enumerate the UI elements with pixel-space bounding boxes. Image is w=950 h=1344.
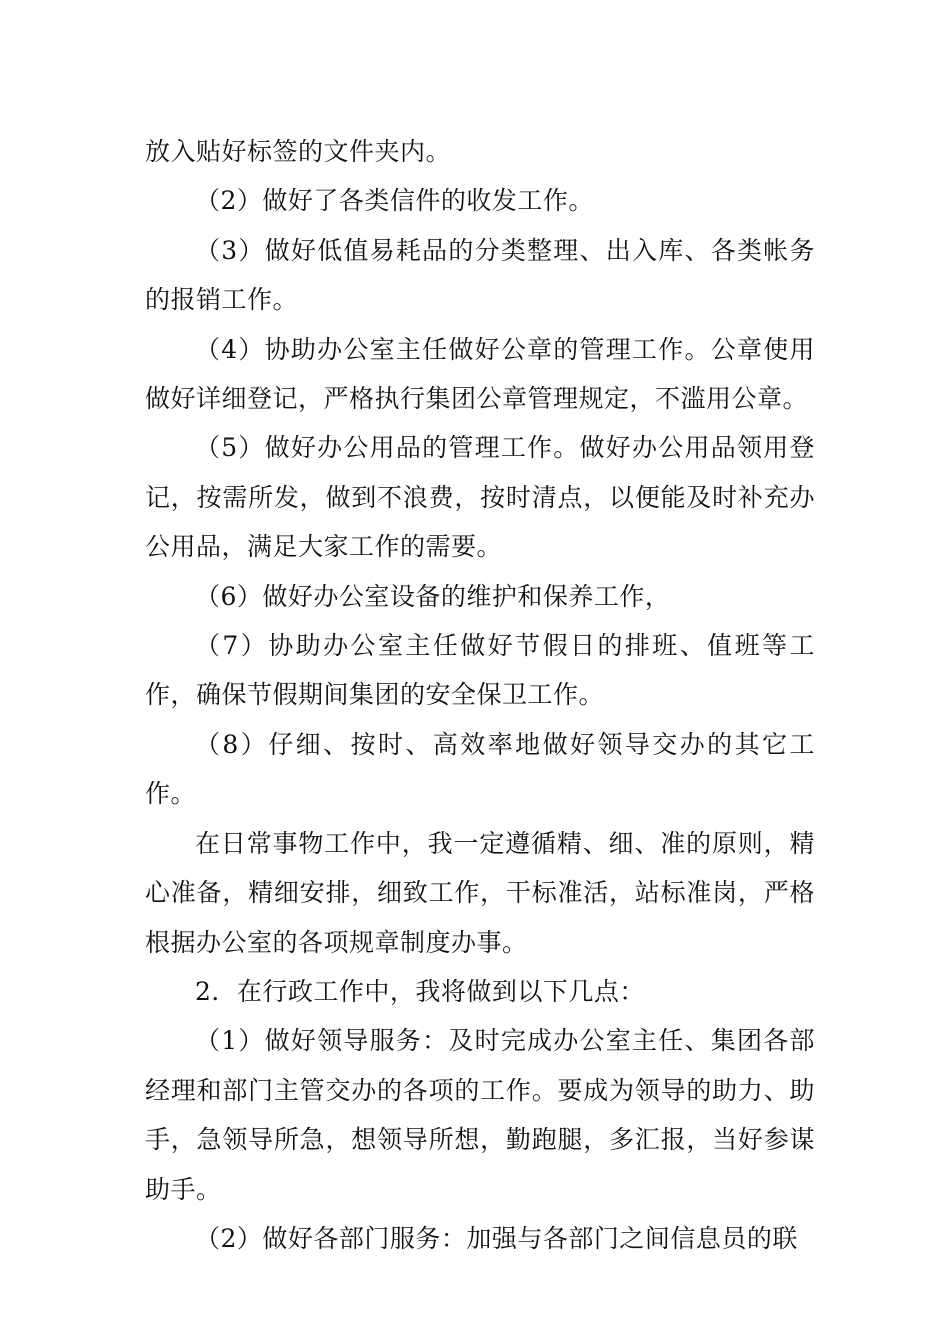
- paragraph-admin-item-1: （1）做好领导服务：及时完成办公室主任、集团各部经理和部门主管交办的各项的工作。要成为领导的助力、助手，急领导所急，想领导所想，勤跑腿，多汇报，当好参谋助手。: [145, 1026, 815, 1204]
- paragraph-item-8-tasks: （8）仔细、按时、高效率地做好领导交办的其它工作。: [145, 729, 815, 809]
- paragraph-admin-item-2: （2）做好各部门服务：加强与各部门之间信息员的联: [195, 1223, 798, 1253]
- paragraph-item-4-seal: （4）协助办公室主任做好公章的管理工作。公章使用做好详细登记，严格执行集团公章管理规定，不滥用公章。: [145, 334, 815, 414]
- paragraph-continuation: 放入贴好标签的文件夹内。: [145, 137, 452, 166]
- paragraph-item-5-supplies: （5）做好办公用品的管理工作。做好办公用品领用登记，按需所发，做到不浪费，按时清点，以便能及时补充办公用品，满足大家工作的需要。: [145, 433, 815, 562]
- document-body: [145, 127, 815, 1263]
- section-heading-admin: 2．在行政工作中，我将做到以下几点：: [195, 976, 645, 1006]
- paragraph-item-6-equipment: （6）做好办公室设备的维护和保养工作，: [195, 581, 671, 611]
- paragraph-item-3-consumables: （3）做好低值易耗品的分类整理、出入库、各类帐务的报销工作。: [145, 235, 815, 315]
- paragraph-item-7-holiday: （7）协助办公室主任做好节假日的排班、值班等工作，确保节假期间集团的安全保卫工作。: [145, 631, 815, 710]
- paragraph-daily-work: 在日常事物工作中，我一定遵循精、细、准的原则，精心准备，精细安排，细致工作，干标准活，站标准岗，严格根据办公室的各项规章制度办事。: [145, 828, 815, 957]
- paragraph-item-2-mail: （2）做好了各类信件的收发工作。: [195, 186, 594, 216]
